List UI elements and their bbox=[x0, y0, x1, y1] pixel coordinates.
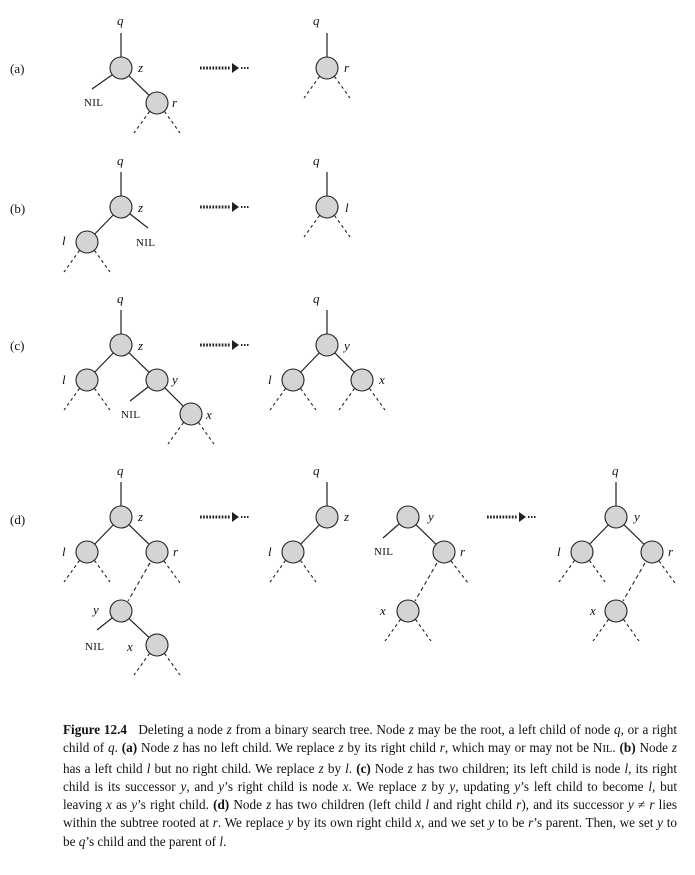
caption-text: Deleting a node z from a binary search tree. Node z may be the root, a left child of node q, or a right child of q. (a) Node z has no left child. We replace z by its right child r, which may or may not be NIL. (b) Node z has a left child l but no right child. We replace z by l. (c) Node z has two children; its left child is node l, its right child is its successor y, and y’s right child is node x. We replace z by y, updating y’s left child to become l, but leaving x as y’s right child. (d) Node z has two children (left child l and right child r), and its successor y ≠ r lies within the subtree rooted at r. We replace y by its own right child x, and we set y to be r’s parent. Then, we set y to be q’s child and the parent of l. bbox=[63, 722, 677, 849]
tree-edge bbox=[129, 619, 149, 638]
tree-node bbox=[397, 600, 419, 622]
dashed-edge bbox=[128, 563, 150, 601]
tree-edge bbox=[165, 388, 183, 406]
subtree-stub bbox=[339, 389, 355, 411]
tree-edge bbox=[624, 525, 644, 545]
subtree-stub bbox=[199, 423, 215, 445]
label-z: z bbox=[138, 338, 144, 353]
subtree-stub bbox=[270, 389, 286, 411]
subtree-stub bbox=[451, 561, 468, 583]
nil-label: NIL bbox=[136, 237, 156, 249]
label-r: r bbox=[344, 60, 350, 75]
tree-edge bbox=[416, 525, 436, 545]
label-q: q bbox=[117, 13, 124, 28]
transform-arrow bbox=[487, 512, 536, 522]
subtree-stub bbox=[168, 423, 184, 445]
tree-node bbox=[110, 334, 132, 356]
subtree-stub bbox=[64, 251, 80, 273]
subtree-stub bbox=[95, 561, 111, 583]
label-x: x bbox=[590, 603, 596, 618]
tree-node bbox=[571, 541, 593, 563]
subtree-stub bbox=[624, 620, 640, 642]
label-q: q bbox=[612, 463, 619, 478]
label-l: l bbox=[62, 233, 66, 248]
label-x: x bbox=[380, 603, 386, 618]
subtree-stub bbox=[370, 389, 386, 411]
tree-node bbox=[351, 369, 373, 391]
tree-node bbox=[76, 541, 98, 563]
tree-edge bbox=[97, 618, 112, 630]
subtree-stub bbox=[416, 620, 432, 642]
subtree-stub bbox=[164, 561, 180, 583]
tree-node bbox=[76, 369, 98, 391]
subtree-stub bbox=[165, 654, 181, 676]
tree-edge bbox=[92, 75, 112, 89]
tree-node bbox=[433, 541, 455, 563]
label-q: q bbox=[117, 463, 124, 478]
label-q: q bbox=[313, 13, 320, 28]
subtree-stub bbox=[304, 216, 320, 238]
tree-node bbox=[146, 369, 168, 391]
dashed-edge bbox=[623, 563, 645, 601]
label-q: q bbox=[313, 463, 320, 478]
tree-node bbox=[316, 334, 338, 356]
label-x: x bbox=[379, 372, 385, 387]
tree-edge bbox=[590, 525, 609, 544]
tree-edge bbox=[301, 353, 320, 372]
subtree-stub bbox=[270, 561, 286, 583]
tree-node bbox=[110, 600, 132, 622]
tree-edge bbox=[335, 353, 354, 372]
label-l: l bbox=[557, 544, 561, 559]
label-q: q bbox=[313, 153, 320, 168]
subtree-stub bbox=[134, 112, 150, 134]
label-x: x bbox=[127, 639, 133, 654]
label-l: l bbox=[268, 544, 272, 559]
label-l: l bbox=[345, 200, 349, 215]
tree-edge bbox=[130, 214, 148, 228]
tree-node bbox=[76, 231, 98, 253]
tree-edge bbox=[95, 525, 114, 544]
tree-edge bbox=[129, 353, 149, 373]
subtree-stub bbox=[559, 561, 575, 583]
label-z: z bbox=[138, 200, 144, 215]
label-q: q bbox=[117, 291, 124, 306]
nil-label: NIL bbox=[84, 97, 104, 109]
tree-node bbox=[110, 196, 132, 218]
tree-edge bbox=[383, 524, 399, 538]
label-y: y bbox=[428, 509, 434, 524]
label-r: r bbox=[460, 544, 466, 559]
subtree-stub bbox=[165, 112, 181, 134]
tree-node bbox=[316, 506, 338, 528]
tree-node bbox=[282, 541, 304, 563]
label-x: x bbox=[206, 407, 212, 422]
figure-caption bbox=[63, 721, 677, 851]
label-q: q bbox=[117, 153, 124, 168]
label-r: r bbox=[173, 544, 179, 559]
tree-edge bbox=[95, 353, 114, 372]
nil-label: NIL bbox=[374, 546, 394, 558]
tree-node bbox=[282, 369, 304, 391]
label-r: r bbox=[668, 544, 674, 559]
subtree-stub bbox=[301, 389, 317, 411]
label-z: z bbox=[344, 509, 350, 524]
subtree-stub bbox=[593, 620, 609, 642]
label-l: l bbox=[268, 372, 272, 387]
transform-arrow bbox=[200, 340, 249, 350]
label-q: q bbox=[313, 291, 320, 306]
transform-arrow bbox=[200, 63, 249, 73]
tree-edge bbox=[129, 525, 149, 545]
part-label-d: (d) bbox=[10, 512, 26, 527]
tree-node bbox=[605, 600, 627, 622]
transform-arrow bbox=[200, 512, 249, 522]
label-y: y bbox=[93, 602, 99, 617]
transform-arrow bbox=[200, 202, 249, 212]
subtree-stub bbox=[335, 77, 351, 99]
subtree-stub bbox=[64, 389, 80, 411]
subtree-stub bbox=[659, 561, 675, 583]
subtree-stub bbox=[590, 561, 606, 583]
tree-node bbox=[146, 92, 168, 114]
part-label-b: (b) bbox=[10, 201, 26, 216]
part-label-c: (c) bbox=[10, 338, 25, 353]
label-y: y bbox=[172, 372, 178, 387]
tree-edge bbox=[301, 525, 320, 544]
nil-label: NIL bbox=[85, 641, 105, 653]
tree-edge bbox=[130, 387, 148, 401]
label-r: r bbox=[172, 95, 178, 110]
subtree-stub bbox=[301, 561, 317, 583]
subtree-stub bbox=[304, 77, 320, 99]
tree-edge bbox=[95, 215, 114, 234]
figure-number: Figure 12.4 bbox=[63, 722, 127, 737]
tree-node bbox=[397, 506, 419, 528]
subtree-stub bbox=[335, 216, 351, 238]
nil-label: NIL bbox=[121, 409, 141, 421]
tree-node bbox=[316, 196, 338, 218]
label-l: l bbox=[62, 372, 66, 387]
tree-node bbox=[146, 634, 168, 656]
tree-node bbox=[641, 541, 663, 563]
tree-node bbox=[110, 506, 132, 528]
tree-node bbox=[316, 57, 338, 79]
subtree-stub bbox=[95, 251, 111, 273]
subtree-stub bbox=[95, 389, 111, 411]
tree-node bbox=[180, 403, 202, 425]
subtree-stub bbox=[64, 561, 80, 583]
tree-edge bbox=[129, 76, 149, 96]
tree-node bbox=[605, 506, 627, 528]
label-l: l bbox=[62, 544, 66, 559]
subtree-stub bbox=[134, 654, 150, 676]
dashed-edge bbox=[415, 563, 437, 601]
tree-node bbox=[146, 541, 168, 563]
label-y: y bbox=[634, 509, 640, 524]
label-z: z bbox=[138, 60, 144, 75]
label-y: y bbox=[344, 338, 350, 353]
label-z: z bbox=[138, 509, 144, 524]
part-label-a: (a) bbox=[10, 61, 25, 76]
subtree-stub bbox=[385, 620, 401, 642]
tree-node bbox=[110, 57, 132, 79]
